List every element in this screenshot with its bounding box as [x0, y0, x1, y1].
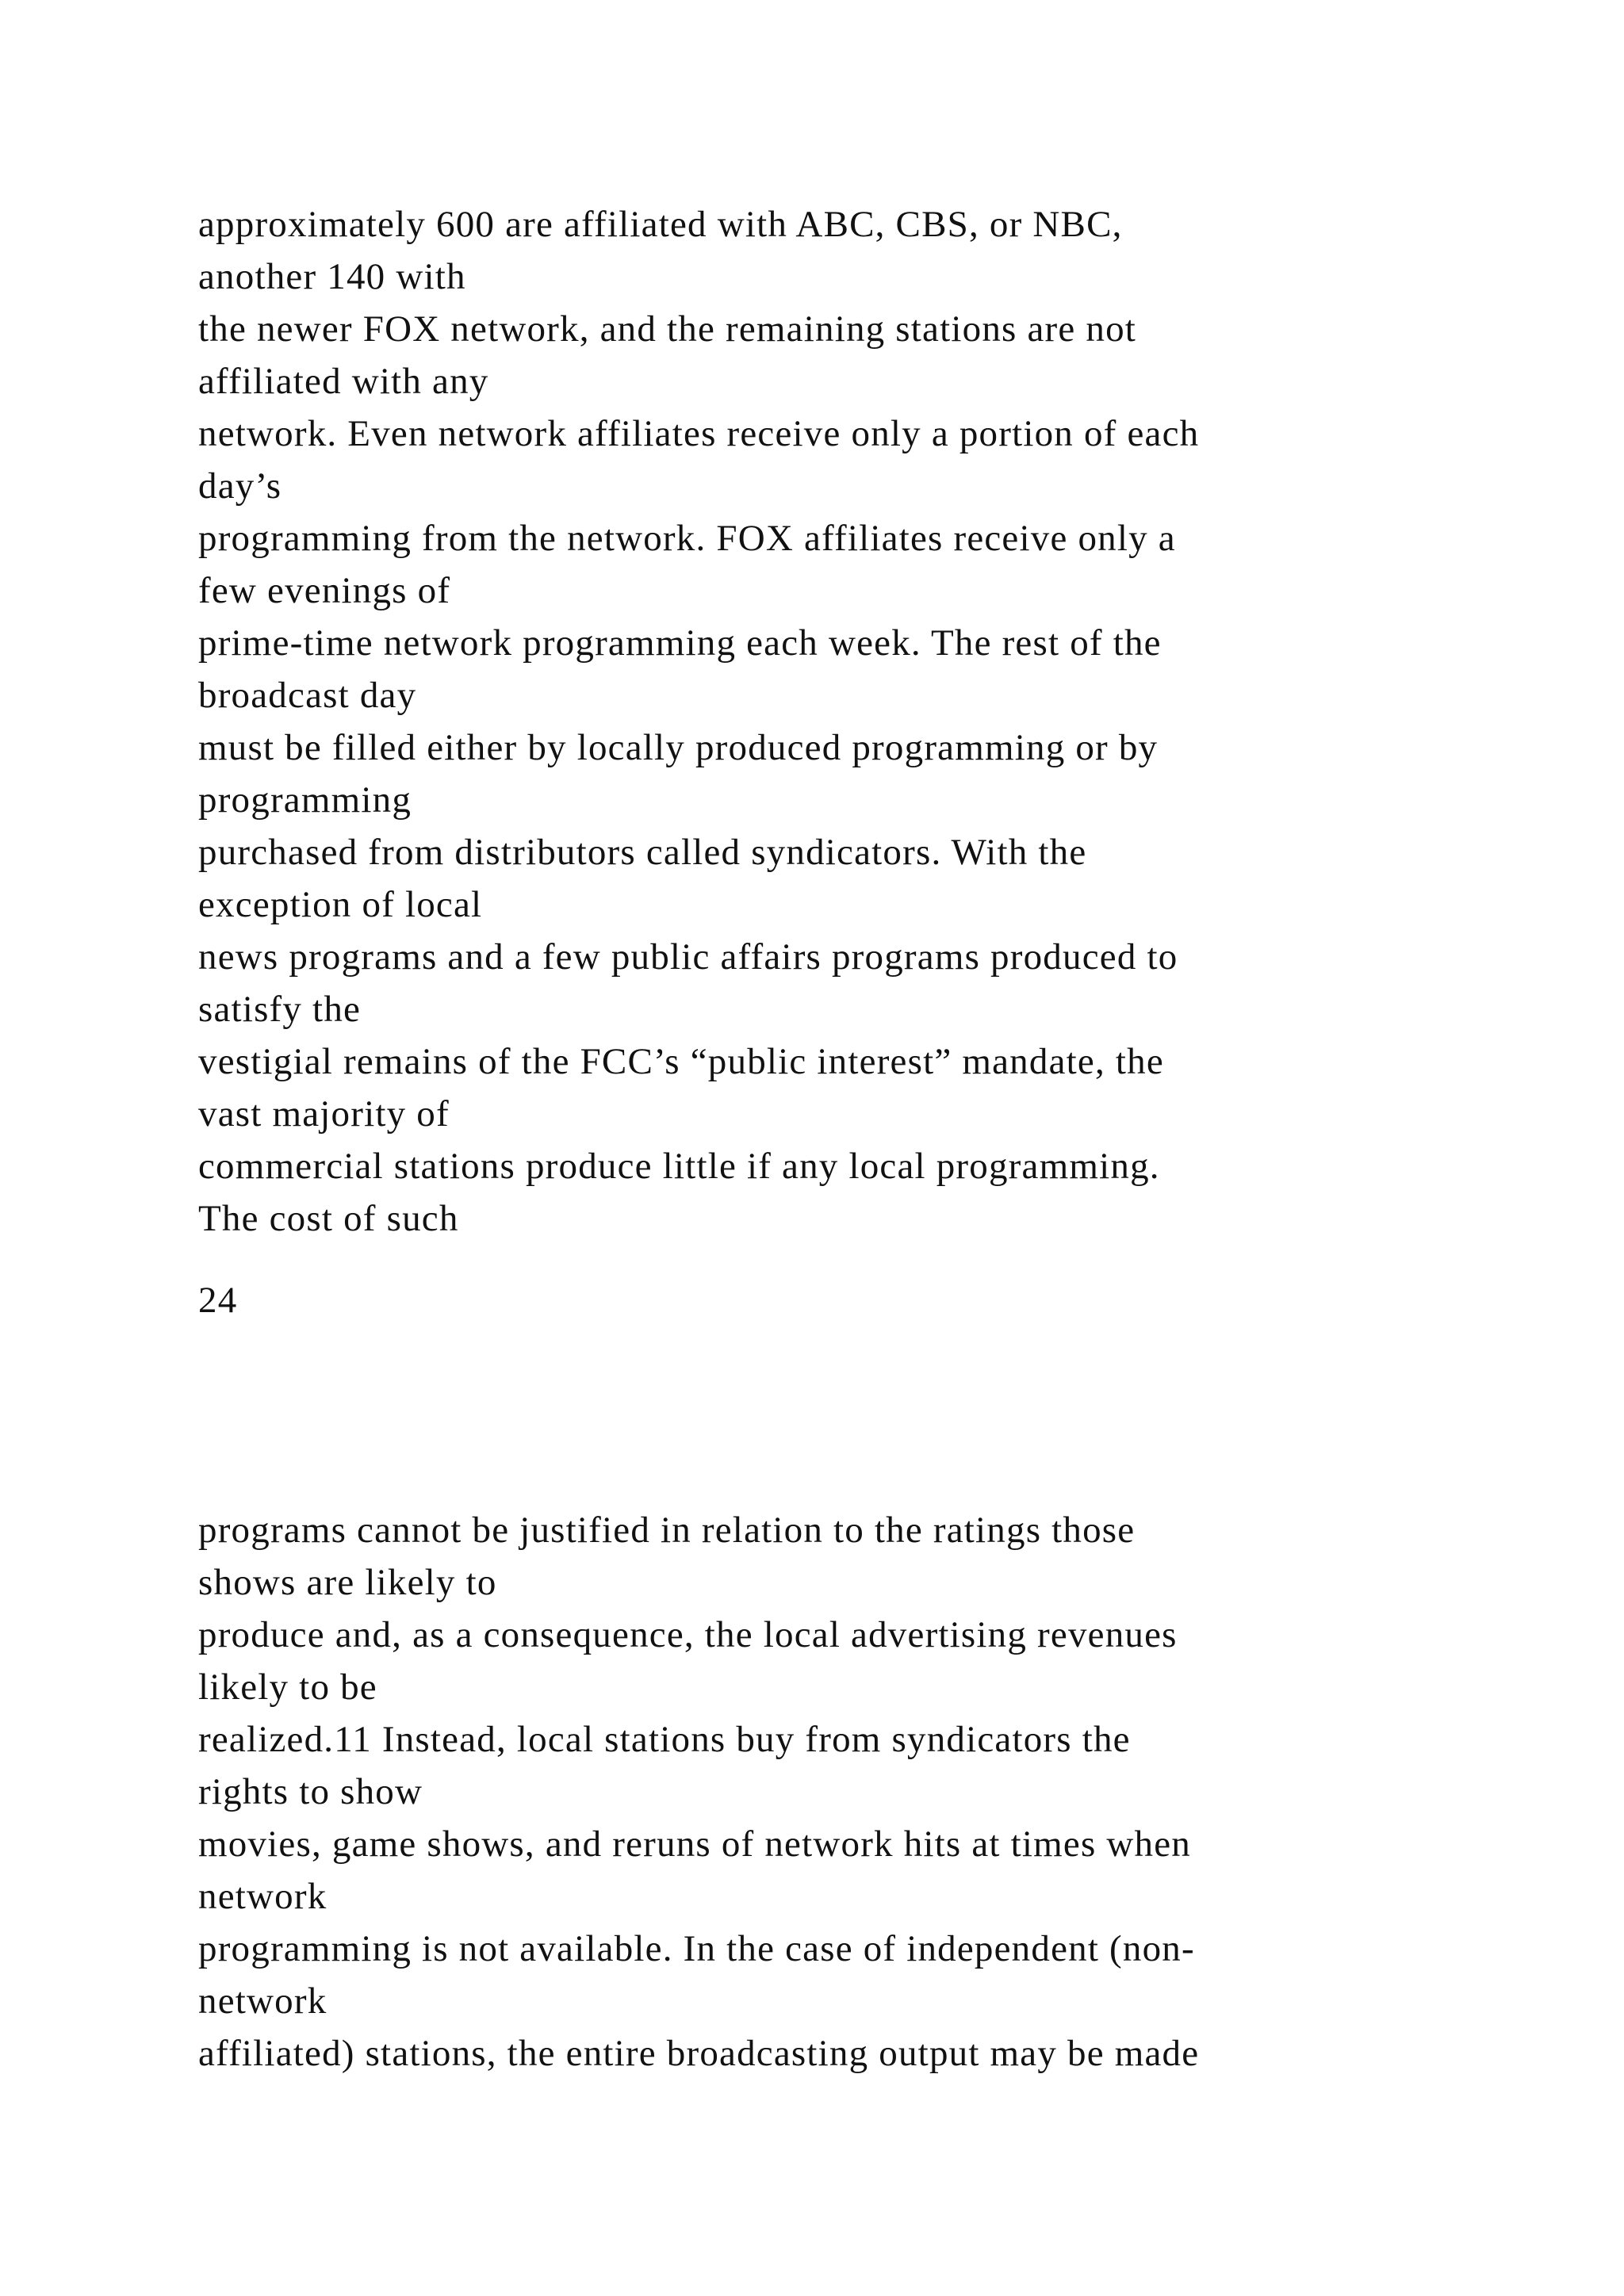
text-line: network [198, 1980, 327, 2022]
text-line: The cost of such [198, 1198, 459, 1239]
text-line: affiliated with any [198, 361, 489, 402]
text-line: approximately 600 are affiliated with ABC, CBS, or NBC, [198, 204, 1123, 245]
text-line: programming [198, 779, 412, 821]
text-line: rights to show [198, 1771, 423, 1812]
page-number: 24 [198, 1280, 238, 1321]
text-line: programming from the network. FOX affiliates receive only a [198, 518, 1176, 559]
text-line: programs cannot be justified in relation to the ratings those [198, 1510, 1136, 1551]
text-line: exception of local [198, 884, 483, 925]
text-line: programming is not available. In the case of independent (non- [198, 1928, 1195, 1969]
text-line: network. Even network affiliates receive only a portion of each [198, 413, 1200, 454]
text-line: day’s [198, 465, 282, 507]
text-line: shows are likely to [198, 1562, 497, 1603]
text-line: likely to be [198, 1667, 377, 1708]
text-line: news programs and a few public affairs programs produced to [198, 936, 1178, 978]
text-line: prime-time network programming each week. The rest of the [198, 622, 1162, 664]
text-line: the newer FOX network, and the remaining stations are not [198, 308, 1137, 350]
text-line: few evenings of [198, 570, 451, 611]
text-line: commercial stations produce little if any local programming. [198, 1146, 1160, 1187]
text-line: vast majority of [198, 1093, 450, 1135]
text-line: satisfy the [198, 989, 362, 1030]
text-line: network [198, 1876, 327, 1917]
text-line: another 140 with [198, 256, 466, 297]
text-line: must be filled either by locally produced programming or by [198, 727, 1159, 768]
text-line: realized.11 Instead, local stations buy from syndicators the [198, 1719, 1131, 1760]
text-line: vestigial remains of the FCC’s “public interest” mandate, the [198, 1041, 1164, 1082]
text-line: movies, game shows, and reruns of network hits at times when [198, 1823, 1192, 1865]
text-line: broadcast day [198, 675, 417, 716]
text-line: affiliated) stations, the entire broadcasting output may be made [198, 2033, 1200, 2074]
text-line: purchased from distributors called syndicators. With the [198, 832, 1087, 873]
text-line: produce and, as a consequence, the local advertising revenues [198, 1614, 1178, 1655]
